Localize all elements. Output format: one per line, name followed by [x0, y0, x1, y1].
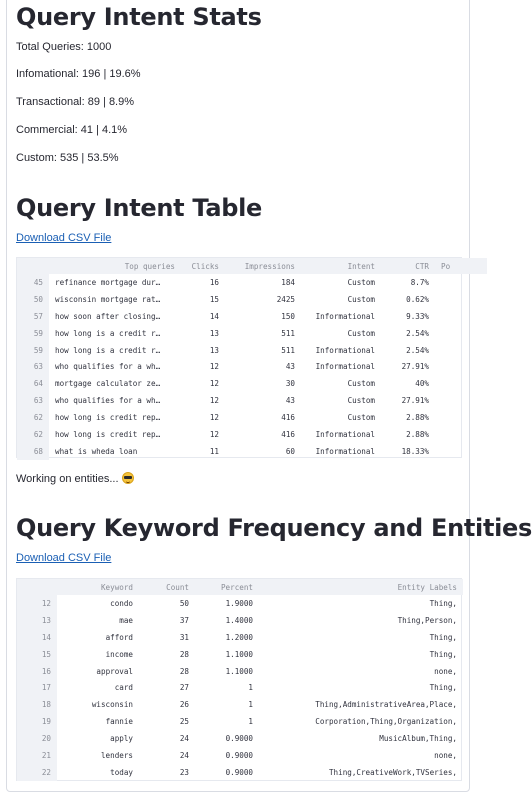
table-row[interactable] — [17, 595, 463, 612]
row-index: 21 — [17, 747, 57, 764]
ctr-cell: 2.54% — [406, 345, 429, 355]
impressions-cell: 2425 — [276, 294, 295, 304]
working-text: Working on entities... — [16, 473, 119, 485]
entities-header-row — [17, 579, 463, 595]
row-index: 50 — [17, 291, 49, 308]
row-index: 62 — [17, 409, 49, 426]
row-index: 15 — [17, 646, 57, 663]
intent-cell: Custom — [347, 379, 375, 389]
row-index: 57 — [17, 308, 49, 325]
col-header-entity-labels[interactable]: Entity Labels — [259, 579, 463, 595]
count-cell: 27 — [179, 683, 189, 693]
clicks-cell: 11 — [209, 446, 219, 456]
clicks-cell: 13 — [209, 328, 219, 338]
percent-cell: 1 — [248, 700, 253, 710]
impressions-cell: 60 — [285, 446, 295, 456]
index-header — [17, 258, 49, 274]
intent-cell: Custom — [347, 396, 375, 406]
position-cell — [435, 291, 487, 308]
clicks-cell: 12 — [209, 413, 219, 423]
col-header-impressions[interactable]: Impressions — [225, 258, 301, 274]
entity-labels-cell: Thing, — [429, 598, 457, 608]
impressions-cell: 416 — [281, 413, 295, 423]
entity-labels-cell: none, — [434, 666, 457, 676]
ctr-cell: 40% — [415, 379, 429, 389]
row-index: 59 — [17, 342, 49, 359]
ctr-cell: 2.54% — [406, 328, 429, 338]
row-index: 14 — [17, 629, 57, 646]
percent-cell: 1.9000 — [225, 598, 253, 608]
intent-header-row — [17, 258, 487, 274]
row-index: 62 — [17, 426, 49, 443]
intent-table — [17, 258, 487, 460]
impressions-cell: 184 — [281, 277, 295, 287]
count-cell: 24 — [179, 750, 189, 760]
query-cell: what is wheda loan — [55, 446, 138, 456]
keyword-cell: afford — [105, 632, 133, 642]
impressions-cell: 43 — [285, 362, 295, 372]
ctr-cell: 27.91% — [401, 362, 429, 372]
keyword-cell: wisconsin — [91, 700, 133, 710]
clicks-cell: 12 — [209, 362, 219, 372]
position-cell — [435, 409, 487, 426]
index-header — [17, 579, 57, 595]
impressions-cell: 511 — [281, 328, 295, 338]
count-cell: 26 — [179, 700, 189, 710]
table-row[interactable] — [17, 663, 463, 680]
row-index: 17 — [17, 679, 57, 696]
query-cell: wisconsin mortgage rat… — [55, 294, 161, 304]
count-cell: 24 — [179, 734, 189, 744]
row-index: 68 — [17, 443, 49, 460]
entities-table-body — [17, 595, 463, 781]
entity-labels-cell: Thing, — [429, 683, 457, 693]
clicks-cell: 14 — [209, 311, 219, 321]
entities-dataframe[interactable] — [16, 578, 462, 781]
clicks-cell: 15 — [209, 294, 219, 304]
col-header-position[interactable]: Po — [435, 258, 487, 274]
row-index: 64 — [17, 375, 49, 392]
table-row[interactable] — [17, 291, 487, 308]
percent-cell: 1.1000 — [225, 649, 253, 659]
row-index: 12 — [17, 595, 57, 612]
row-index: 63 — [17, 392, 49, 409]
ctr-cell: 2.88% — [406, 413, 429, 423]
table-row[interactable] — [17, 308, 487, 325]
row-index: 19 — [17, 713, 57, 730]
clicks-cell: 12 — [209, 379, 219, 389]
percent-cell: 1 — [248, 683, 253, 693]
entity-labels-cell: MusicAlbum,Thing, — [379, 734, 457, 744]
entities-table — [17, 579, 463, 781]
intent-cell: Informational — [315, 446, 375, 456]
table-row[interactable] — [17, 375, 487, 392]
count-cell: 25 — [179, 717, 189, 727]
table-row[interactable] — [17, 730, 463, 747]
entity-labels-cell: Thing,Person, — [397, 615, 457, 625]
keyword-cell: approval — [96, 666, 133, 676]
keyword-cell: income — [105, 649, 133, 659]
table-row[interactable] — [17, 629, 463, 646]
table-row[interactable] — [17, 679, 463, 696]
table-row[interactable] — [17, 646, 463, 663]
intent-download-link[interactable]: Download CSV File — [16, 232, 112, 244]
intent-table-title: Query Intent Table — [16, 194, 263, 222]
keyword-cell: mae — [119, 615, 133, 625]
count-cell: 37 — [179, 615, 189, 625]
keyword-cell: lenders — [100, 750, 133, 760]
col-header-percent[interactable]: Percent — [195, 579, 259, 595]
intent-table-body — [17, 274, 487, 460]
query-cell: how long is credit rep… — [55, 413, 161, 423]
table-row[interactable] — [17, 409, 487, 426]
ctr-cell: 8.7% — [410, 277, 429, 287]
col-header-ctr[interactable]: CTR — [381, 258, 435, 274]
impressions-cell: 416 — [281, 429, 295, 439]
row-index: 18 — [17, 696, 57, 713]
percent-cell: 0.9000 — [225, 750, 253, 760]
entity-labels-cell: none, — [434, 750, 457, 760]
intent-cell: Custom — [347, 294, 375, 304]
position-cell — [435, 443, 487, 460]
stat-informational: Infomational: 196 | 19.6% — [16, 68, 141, 80]
table-row[interactable] — [17, 612, 463, 629]
position-cell — [435, 274, 487, 291]
row-index: 59 — [17, 325, 49, 342]
table-row[interactable] — [17, 274, 487, 291]
keyword-cell: card — [114, 683, 133, 693]
table-row[interactable] — [17, 325, 487, 342]
intent-cell: Custom — [347, 328, 375, 338]
count-cell: 28 — [179, 649, 189, 659]
impressions-cell: 150 — [281, 311, 295, 321]
entity-labels-cell: Thing, — [429, 649, 457, 659]
ctr-cell: 9.33% — [406, 311, 429, 321]
row-index: 22 — [17, 764, 57, 781]
query-cell: how soon after closing… — [55, 311, 161, 321]
position-cell — [435, 342, 487, 359]
impressions-cell: 43 — [285, 396, 295, 406]
table-row[interactable] — [17, 342, 487, 359]
count-cell: 31 — [179, 632, 189, 642]
percent-cell: 1.4000 — [225, 615, 253, 625]
percent-cell: 1 — [248, 717, 253, 727]
position-cell — [435, 358, 487, 375]
stat-total: Total Queries: 1000 — [16, 41, 112, 53]
table-row[interactable] — [17, 443, 487, 460]
stats-title: Query Intent Stats — [16, 3, 262, 31]
query-cell: how long is credit rep… — [55, 429, 161, 439]
row-index: 45 — [17, 274, 49, 291]
keyword-cell: fannie — [105, 717, 133, 727]
intent-cell: Informational — [315, 311, 375, 321]
col-header-intent[interactable]: Intent — [301, 258, 381, 274]
col-header-keyword[interactable]: Keyword — [57, 579, 139, 595]
query-cell: how long is a credit r… — [55, 328, 161, 338]
position-cell — [435, 426, 487, 443]
keyword-cell: today — [110, 767, 133, 777]
intent-dataframe[interactable] — [16, 257, 462, 458]
table-row[interactable] — [17, 764, 463, 781]
intent-cell: Custom — [347, 413, 375, 423]
col-header-top-queries[interactable]: Top queries — [49, 258, 181, 274]
ctr-cell: 18.33% — [401, 446, 429, 456]
clicks-cell: 12 — [209, 396, 219, 406]
impressions-cell: 511 — [281, 345, 295, 355]
position-cell — [435, 375, 487, 392]
table-row[interactable] — [17, 358, 487, 375]
count-cell: 50 — [179, 598, 189, 608]
query-cell: refinance mortgage dur… — [55, 277, 161, 287]
entity-labels-cell: Corporation,Thing,Organization, — [315, 717, 457, 727]
col-header-count[interactable]: Count — [139, 579, 195, 595]
table-row[interactable] — [17, 426, 487, 443]
table-row[interactable] — [17, 713, 463, 730]
entity-labels-cell: Thing, — [429, 632, 457, 642]
query-cell: how long is a credit r… — [55, 345, 161, 355]
intent-cell: Informational — [315, 429, 375, 439]
entities-title: Query Keyword Frequency and Entities — [16, 514, 532, 542]
percent-cell: 0.9000 — [225, 734, 253, 744]
query-cell: who qualifies for a wh… — [55, 396, 161, 406]
sunglasses-emoji-icon — [122, 472, 134, 484]
table-row[interactable] — [17, 747, 463, 764]
col-header-clicks[interactable]: Clicks — [181, 258, 225, 274]
intent-cell: Custom — [347, 277, 375, 287]
stat-transactional: Transactional: 89 | 8.9% — [16, 96, 135, 108]
query-cell: mortgage calculator ze… — [55, 379, 161, 389]
ctr-cell: 0.62% — [406, 294, 429, 304]
keyword-cell: condo — [110, 598, 133, 608]
position-cell — [435, 325, 487, 342]
count-cell: 28 — [179, 666, 189, 676]
row-index: 16 — [17, 663, 57, 680]
percent-cell: 1.1000 — [225, 666, 253, 676]
percent-cell: 0.9000 — [225, 767, 253, 777]
stat-commercial: Commercial: 41 | 4.1% — [16, 124, 128, 136]
working-status — [16, 472, 134, 485]
row-index: 63 — [17, 358, 49, 375]
position-cell — [435, 392, 487, 409]
intent-cell: Informational — [315, 362, 375, 372]
stat-custom: Custom: 535 | 53.5% — [16, 152, 119, 164]
entity-labels-cell: Thing,CreativeWork,TVSeries, — [328, 767, 457, 777]
table-row[interactable] — [17, 696, 463, 713]
ctr-cell: 2.88% — [406, 429, 429, 439]
clicks-cell: 12 — [209, 429, 219, 439]
ctr-cell: 27.91% — [401, 396, 429, 406]
intent-cell: Informational — [315, 345, 375, 355]
clicks-cell: 16 — [209, 277, 219, 287]
row-index: 20 — [17, 730, 57, 747]
impressions-cell: 30 — [285, 379, 295, 389]
query-cell: who qualifies for a wh… — [55, 362, 161, 372]
position-cell — [435, 308, 487, 325]
percent-cell: 1.2000 — [225, 632, 253, 642]
count-cell: 23 — [179, 767, 189, 777]
clicks-cell: 13 — [209, 345, 219, 355]
row-index: 13 — [17, 612, 57, 629]
table-row[interactable] — [17, 392, 487, 409]
entity-labels-cell: Thing,AdministrativeArea,Place, — [315, 700, 457, 710]
keyword-cell: apply — [110, 734, 133, 744]
entities-download-link[interactable]: Download CSV File — [16, 552, 112, 564]
